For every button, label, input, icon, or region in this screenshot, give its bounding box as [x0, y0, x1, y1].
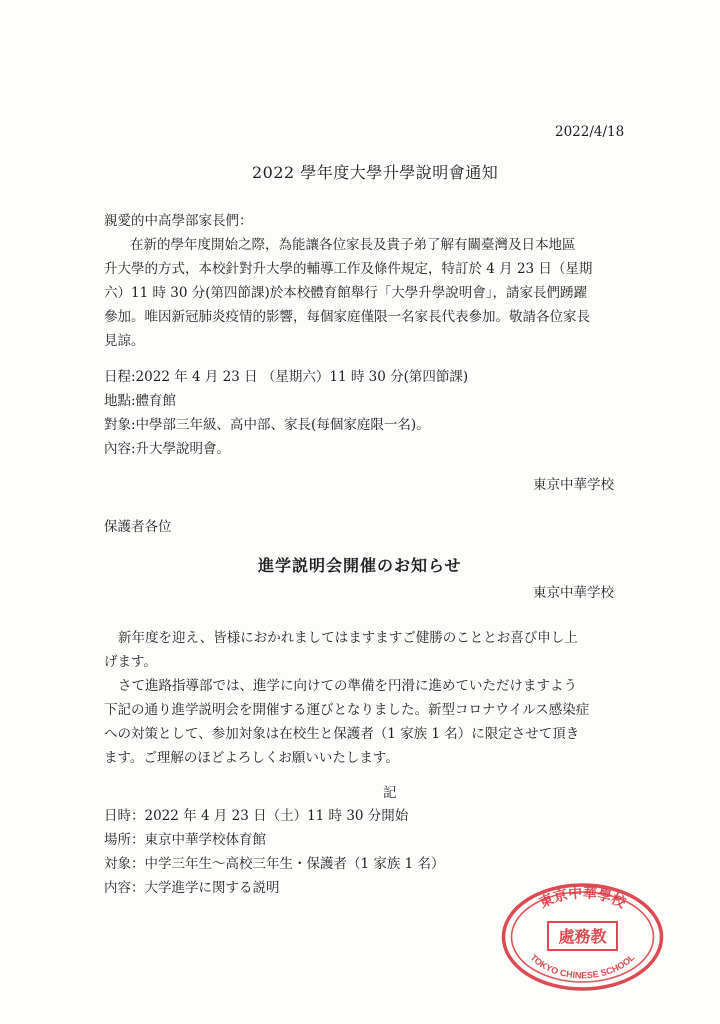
japanese-school-name: 東京中華学校 — [533, 585, 614, 601]
stamp-top-text: 東京中華學校 — [537, 885, 628, 912]
japanese-detail-datetime: 日時：2022 年 4 月 23 日（土）11 時 30 分開始 — [104, 808, 409, 824]
japanese-body-line: ます。ご理解のほどよろしくお願いいたします。 — [104, 750, 399, 766]
japanese-detail-audience: 対象：中学三年生～高校三年生・保護者（1 家族 1 名） — [104, 856, 445, 872]
chinese-detail-audience: 對象:中學部三年級、高中部、家長(每個家庭限一名)。 — [104, 417, 430, 433]
chinese-body-line: 參加。唯因新冠肺炎疫情的影響，每個家庭僅限一名家長代表參加。敬請各位家長 — [104, 309, 590, 325]
japanese-detail-content: 内容：大学進学に関する説明 — [104, 880, 280, 896]
japanese-body-line: 新年度を迎え、皆様におかれましてはますますご健勝のこととお喜び申し上 — [118, 630, 578, 646]
japanese-body-line: への対策として、参加対象は在校生と保護者（1 家族 1 名）に限定させて頂き — [104, 726, 580, 742]
chinese-detail-schedule: 日程:2022 年 4 月 23 日 （星期六）11 時 30 分(第四節課) — [104, 369, 469, 385]
chinese-body-line: 升大學的方式，本校針對升大學的輔導工作及條件規定，特訂於 4 月 23 日（星期 — [104, 261, 593, 277]
chinese-detail-content: 內容:升大學說明會。 — [104, 441, 231, 457]
japanese-addressee: 保護者各位 — [104, 519, 172, 535]
ki-mark: 記 — [383, 785, 397, 801]
stamp-center-text: 處務教 — [558, 927, 607, 946]
stamp-bottom-text: TOKYO CHINESE SCHOOL — [528, 952, 637, 981]
chinese-body-line: 在新的學年度開始之際，為能讓各位家長及貴子弟了解有關臺灣及日本地區 — [130, 237, 576, 253]
chinese-signature: 東京中華学校 — [533, 477, 614, 493]
japanese-body-line: 下記の通り進学説明会を開催する運びとなりました。新型コロナウイルス感染症 — [104, 702, 590, 718]
chinese-title: 2022 學年度大學升學說明會通知 — [252, 163, 499, 182]
document-date: 2022/4/18 — [555, 124, 625, 140]
chinese-greeting: 親愛的中高學部家長們： — [104, 213, 253, 229]
japanese-body-line: さて進路指導部では、進学に向けての準備を円滑に進めていただけますよう — [118, 678, 577, 694]
japanese-detail-location: 場所：東京中華学校体育館 — [104, 832, 266, 848]
japanese-body-line: げます。 — [104, 654, 157, 670]
chinese-body-line: 六）11 時 30 分(第四節課)於本校體育館舉行「大學升學說明會」，請家長們踴躍 — [104, 285, 588, 301]
japanese-title: 進学説明会開催のお知らせ — [258, 556, 462, 575]
chinese-detail-location: 地點:體育館 — [104, 393, 177, 409]
chinese-body-line: 見諒。 — [104, 333, 145, 349]
school-seal-stamp — [500, 882, 665, 992]
